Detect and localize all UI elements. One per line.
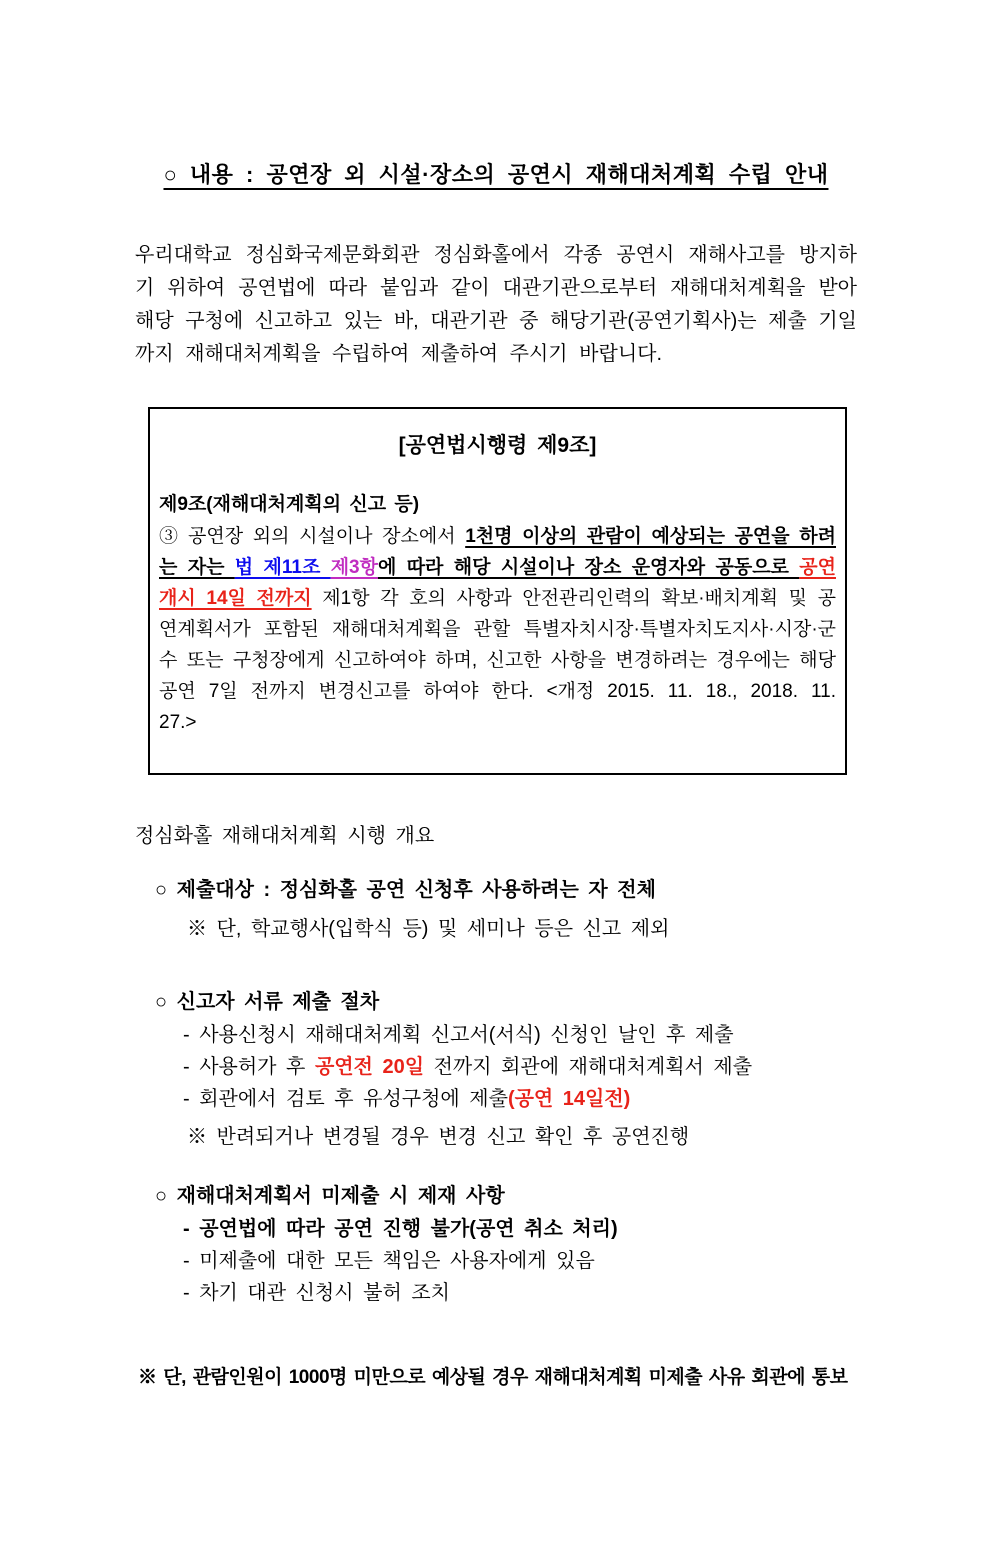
section-procedure-note: ※ 반려되거나 변경될 경우 변경 신고 확인 후 공연진행 [187, 1126, 690, 1148]
law-box-subheading: 제9조(재해대처계획의 신고 등) [159, 494, 420, 515]
procedure-item-3-text: - 회관에서 검토 후 유성구청에 제출 [183, 1088, 508, 1110]
procedure-item-3 [135, 1088, 857, 1110]
procedure-item-3-deadline-red: (공연 14일전) [507, 1088, 631, 1110]
clause-deadline-red: 공연 개시 14일 전까지 [159, 557, 836, 609]
clause-law-ref-blue: 법 제11조 [234, 557, 331, 578]
procedure-item-2-text: - 사용허가 후 [183, 1056, 315, 1078]
procedure-item-1: - 사용신청시 재해대처계획 신고서(서식) 신청인 날인 후 제출 [183, 1024, 734, 1046]
document-title: ○ 내용 : 공연장 외 시설·장소의 공연시 재해대처계획 수립 안내 [163, 162, 829, 187]
procedure-item-2 [135, 1056, 857, 1078]
clause-text-plain-2: 제1항 각 호의 사항과 안전관리인력의 확보·배치계획 및 공연계획서가 포함된 재해대처계획을 관할 특별자치시장·특별자치도지사·시장·군수 또는 구청장에게 신고하여야 하며, 신고한 사항을 변경하려는 경우에는 해당 공연 7일 전까지 변경신고를 하여야 한다. [159, 588, 836, 702]
section-sanction-title: ○ 재해대처계획서 미제출 시 제재 사항 [155, 1185, 505, 1207]
sanction-item-1: - 공연법에 따라 공연 진행 불가(공연 취소 처리) [183, 1218, 618, 1240]
section-target-title: ○ 제출대상 : 정심화홀 공연 신청후 사용하려는 자 전체 [155, 879, 656, 901]
section-procedure-title: ○ 신고자 서류 제출 절차 [155, 991, 380, 1013]
clause-bold-underline-2: 에 따라 해당 시설이나 장소 운영자와 공동으로 [377, 557, 800, 578]
footer-note: ※ 단, 관람인원이 1000명 미만으로 예상될 경우 재해대처계획 미제출 사유 회관에 통보 [138, 1367, 848, 1388]
section-target-note: ※ 단, 학교행사(입학식 등) 및 세미나 등은 신고 제외 [187, 918, 670, 940]
clause-bold-underline: 1천명 이상의 관람이 예상되는 공연을 하려는 자는 [159, 526, 836, 578]
document [0, 158, 992, 1389]
law-box-heading: [공연법시행령 제9조] [398, 434, 597, 457]
law-box [148, 407, 847, 775]
intro-paragraph: 우리대학교 정심화국제문화회관 정심화홀에서 각종 공연시 재해사고를 방지하기 위하여 공연법에 따라 붙임과 같이 대관기관으로부터 재해대처계획을 받아 해당 구청에 신고하고 있는 바, 대관기관 중 해당기관(공연기획사)는 제출 기일까지 재해대처계획을 수립하여 제출하여 주시기 바랍니다. [135, 244, 857, 365]
law-box-clause [159, 521, 836, 738]
clause-amendment-note: <개정 2015. 11. 18., 2018. 11. 27.> [159, 681, 836, 733]
clause-law-ref-purple: 제3항 [330, 557, 378, 578]
clause-text-plain: ③ 공연장 외의 시설이나 장소에서 [159, 526, 466, 547]
procedure-item-2-deadline-red: 공연전 20일 [314, 1056, 425, 1078]
overview-heading: 정심화홀 재해대처계획 시행 개요 [135, 825, 435, 847]
procedure-item-2-text-2: 전까지 회관에 재해대처계획서 제출 [424, 1056, 753, 1078]
page [0, 158, 992, 1561]
sanction-item-3: - 차기 대관 신청시 불허 조치 [183, 1282, 450, 1304]
sanction-item-2: - 미제출에 대한 모든 책임은 사용자에게 있음 [183, 1250, 595, 1272]
